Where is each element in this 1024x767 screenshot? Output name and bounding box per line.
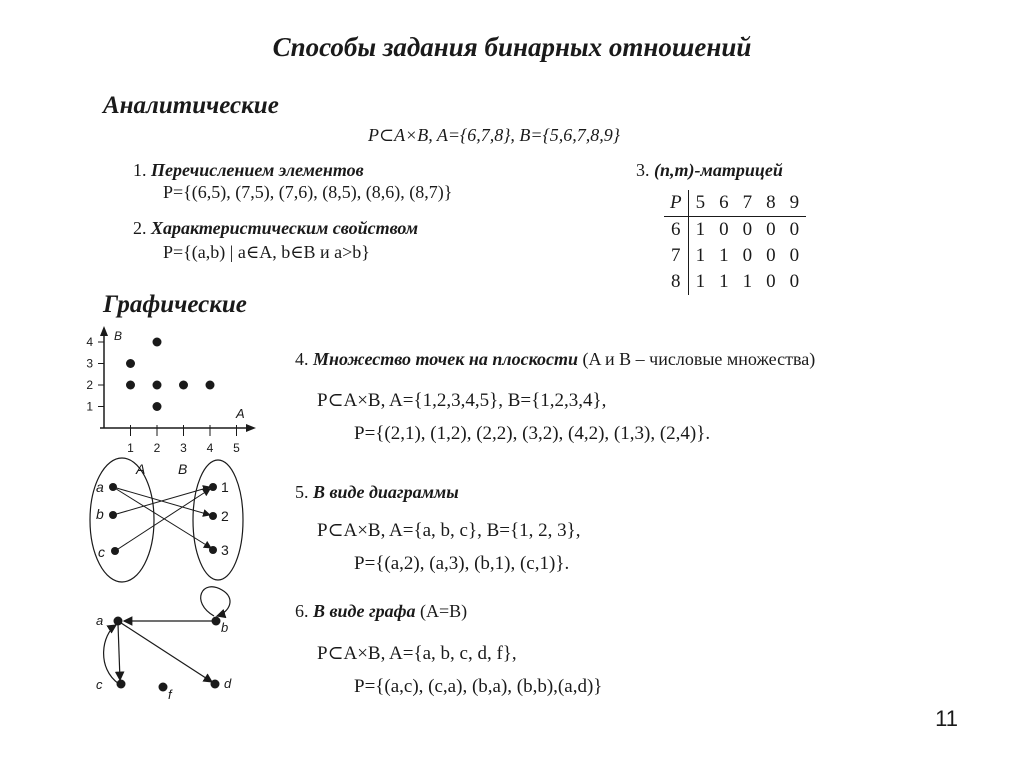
matrix-col-header: 7 xyxy=(736,190,760,217)
venn-set-b-label: B xyxy=(178,461,188,477)
venn-edge-c1 xyxy=(115,489,210,551)
method2-formula: P={(a,b) | a∈A, b∈B и a>b} xyxy=(163,242,370,262)
venn-node-c xyxy=(111,547,119,555)
scatter-point xyxy=(126,359,135,368)
matrix-cell: 1 xyxy=(695,271,706,292)
scatter-x-label: A xyxy=(236,406,245,421)
graph-label-a: a xyxy=(96,613,104,628)
venn-label-3: 3 xyxy=(221,542,229,558)
scatter-y-tick-label: 1 xyxy=(86,399,93,414)
matrix-cell: 1 xyxy=(695,219,706,240)
graph-node-c xyxy=(117,680,126,689)
venn-edge-a3 xyxy=(113,487,211,548)
matrix-col-header: 5 xyxy=(688,190,712,217)
method5-line1: P⊂A×B, A={a, b, c}, B={1, 2, 3}, xyxy=(317,520,581,541)
scatter-point xyxy=(153,381,162,390)
matrix-cell: 0 xyxy=(789,271,800,292)
method4-num: 4. xyxy=(295,349,309,369)
matrix-cell: 0 xyxy=(742,219,753,240)
method2-label: Характеристическим свойством xyxy=(151,218,419,238)
matrix-col-header: 6 xyxy=(712,190,736,217)
venn-label-1: 1 xyxy=(221,479,229,495)
method2-title xyxy=(133,218,418,239)
method1-formula: P={(6,5), (7,5), (7,6), (8,5), (8,6), (8,7)} xyxy=(163,182,453,202)
graph-edge-ad xyxy=(118,621,212,682)
x-axis-arrow-icon xyxy=(246,424,256,432)
scatter-plot xyxy=(80,326,270,461)
method6-num: 6. xyxy=(295,601,309,621)
matrix-cell: 1 xyxy=(742,271,753,292)
venn-node-2 xyxy=(209,512,217,520)
graph-node-b xyxy=(212,617,221,626)
scatter-point xyxy=(126,381,135,390)
matrix-row xyxy=(664,243,806,269)
matrix-row-header: 7 xyxy=(664,243,688,269)
method5-num: 5. xyxy=(295,482,309,502)
method4-title xyxy=(295,349,815,370)
method1-label: Перечислением элементов xyxy=(151,160,364,180)
slide-number: 11 xyxy=(935,706,958,731)
matrix-corner: P xyxy=(664,190,688,217)
method6-line2: P={(a,c), (c,a), (b,a), (b,b),(a,d)} xyxy=(354,676,603,697)
matrix-header-row xyxy=(664,190,806,217)
graph-node-f xyxy=(159,683,168,692)
venn-node-1 xyxy=(209,483,217,491)
scatter-y-tick-label: 4 xyxy=(86,335,93,349)
scatter-y-tick-label: 2 xyxy=(86,378,93,392)
matrix-cell: 1 xyxy=(719,271,729,292)
scatter-x-tick-label: 2 xyxy=(153,441,161,455)
graph-label-f: f xyxy=(168,687,172,702)
method5-line2: P={(a,2), (a,3), (b,1), (c,1)}. xyxy=(354,553,570,574)
method5-label: В виде диаграммы xyxy=(313,482,459,502)
y-axis-arrow-icon xyxy=(100,326,108,336)
scatter-x-tick-label: 4 xyxy=(206,441,214,455)
method4-line2: P={(2,1), (1,2), (2,2), (3,2), (4,2), (1,3), (2,4)}. xyxy=(354,423,711,444)
scatter-y-label: B xyxy=(114,329,123,343)
method6-line1: P⊂A×B, A={a, b, c, d, f}, xyxy=(317,643,517,664)
method6-label: В виде графа xyxy=(313,601,416,621)
matrix-cell: 1 xyxy=(695,245,706,266)
matrix-row-header: 6 xyxy=(664,217,688,244)
method6-note: (A=B) xyxy=(420,601,468,621)
graph-label-d: d xyxy=(224,676,232,691)
method1-num: 1. xyxy=(133,160,147,180)
matrix-cell: 0 xyxy=(766,219,776,240)
method3-title xyxy=(636,160,783,181)
matrix-cell: 0 xyxy=(742,245,753,266)
relation-graph xyxy=(90,580,250,705)
scatter-point xyxy=(179,381,188,390)
venn-label-a: a xyxy=(96,479,104,495)
relation-matrix xyxy=(664,190,806,295)
graph-node-d xyxy=(211,680,220,689)
matrix-row xyxy=(664,217,806,244)
method4-line1: P⊂A×B, A={1,2,3,4,5}, B={1,2,3,4}, xyxy=(317,390,607,411)
matrix-row-header: 8 xyxy=(664,269,688,295)
method2-num: 2. xyxy=(133,218,147,238)
venn-node-a xyxy=(109,483,117,491)
venn-label-2: 2 xyxy=(221,508,229,524)
venn-label-c: c xyxy=(98,544,105,560)
scatter-point xyxy=(206,381,215,390)
graph-label-c: c xyxy=(96,677,103,692)
scatter-x-tick-label: 3 xyxy=(180,441,187,455)
matrix-cell: 0 xyxy=(789,219,800,240)
graph-node-a xyxy=(114,617,123,626)
graph-edge-ac xyxy=(118,624,120,680)
analytic-heading: Аналитические xyxy=(103,92,279,119)
matrix-row xyxy=(664,269,806,295)
method4-note: (A и B – числовые множества) xyxy=(582,349,816,369)
graph-label-b: b xyxy=(221,620,229,635)
scatter-point xyxy=(153,402,162,411)
matrix-cell: 0 xyxy=(766,245,776,266)
method5-title xyxy=(295,482,459,503)
matrix-col-header: 9 xyxy=(783,190,807,217)
matrix-cell: 0 xyxy=(766,271,776,292)
method4-label: Множество точек на плоскости xyxy=(313,349,579,369)
method3-num: 3. xyxy=(636,160,650,180)
scatter-x-tick-label: 5 xyxy=(233,441,240,455)
venn-set-b-ellipse xyxy=(193,460,243,580)
graphic-heading: Графические xyxy=(103,291,247,318)
page-title: Способы задания бинарных отношений xyxy=(272,32,752,62)
scatter-y-tick-label: 3 xyxy=(86,356,93,371)
method1-title xyxy=(133,160,364,181)
venn-set-a-label: A xyxy=(136,461,146,477)
venn-diagram xyxy=(85,456,255,588)
scatter-x-tick-label: 1 xyxy=(127,441,134,455)
method6-title xyxy=(295,601,467,622)
matrix-cell: 0 xyxy=(789,245,800,266)
graph-edge-ca xyxy=(104,625,119,684)
analytic-definition: P⊂A×B, A={6,7,8}, B={5,6,7,8,9} xyxy=(368,125,620,145)
matrix-cell: 1 xyxy=(719,245,729,266)
venn-node-3 xyxy=(209,546,217,554)
matrix-col-header: 8 xyxy=(759,190,783,217)
scatter-point xyxy=(153,338,162,347)
method3-label: (n,m)-матрицей xyxy=(654,160,783,180)
venn-node-b xyxy=(109,511,117,519)
venn-label-b: b xyxy=(96,506,104,522)
matrix-cell: 0 xyxy=(719,219,729,240)
graph-edge-bb xyxy=(201,587,230,616)
